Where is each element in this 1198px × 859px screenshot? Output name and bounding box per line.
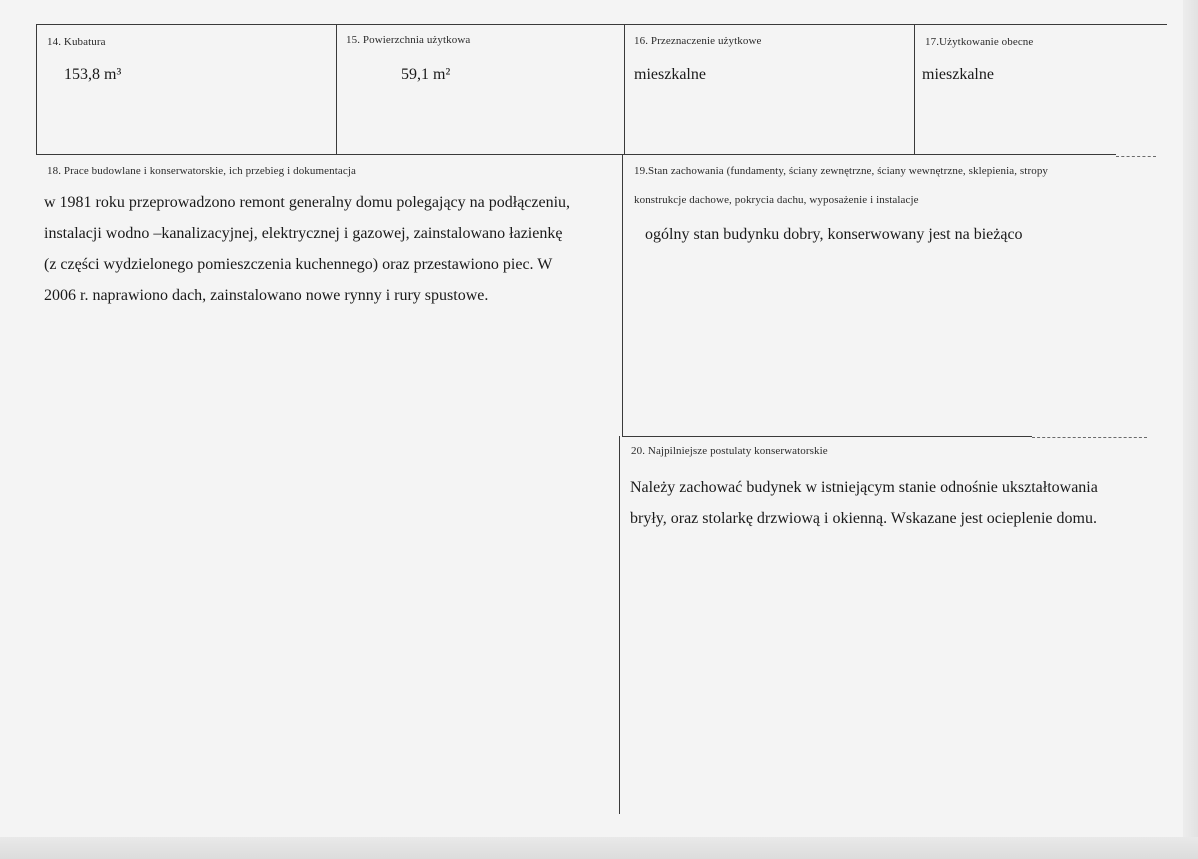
field-18-line: w 1981 roku przeprowadzono remont generalny domu polegający na podłączeniu, (44, 194, 571, 211)
field-18-line: 2006 r. naprawiono dach, zainstalowano nowe rynny i rury spustowe. (44, 287, 489, 304)
field-20-line: bryły, oraz stolarkę drzwiową i okienną. Wskazane jest ocieplenie domu. (630, 510, 1097, 527)
divider-18-20 (619, 436, 620, 814)
field-16-label: 16. Przeznaczenie użytkowe (634, 35, 762, 47)
field-15-label: 15. Powierzchnia użytkowa (346, 34, 471, 46)
field-18-line: (z części wydzielonego pomieszczenia kuchennego) oraz przestawiono piec. W (44, 256, 553, 273)
field-18-text (44, 187, 570, 311)
divider-14-15 (336, 24, 337, 154)
row-divider-19-20-tail (1032, 437, 1147, 438)
field-20-label: 20. Najpilniejsze postulaty konserwatorskie (631, 445, 828, 457)
scan-edge-bottom (0, 837, 1198, 859)
field-16-value: mieszkalne (634, 66, 706, 83)
field-20-line: Należy zachować budynek w istniejącym stanie odnośnie ukształtowania (630, 479, 1098, 496)
field-14-label: 14. Kubatura (47, 36, 106, 48)
divider-16-17 (914, 24, 915, 154)
field-14-value: 153,8 m³ (64, 66, 122, 83)
divider-18-19 (622, 154, 623, 436)
field-17-value: mieszkalne (922, 66, 994, 83)
field-19-label-line1: 19.Stan zachowania (fundamenty, ściany zewnętrzne, ściany wewnętrzne, sklepienia, stropy (634, 165, 1049, 177)
divider-15-16 (624, 24, 625, 154)
field-18-line: instalacji wodno –kanalizacyjnej, elektrycznej i gazowej, zainstalowano łazienkę (44, 225, 563, 242)
field-17-label: 17.Użytkowanie obecne (925, 36, 1034, 48)
left-rule (36, 24, 37, 154)
row-divider-1 (36, 154, 1116, 155)
field-19-value: ogólny stan budynku dobry, konserwowany jest na bieżąco (645, 226, 1023, 243)
field-18-label: 18. Prace budowlane i konserwatorskie, ich przebieg i dokumentacja (47, 165, 356, 177)
scan-edge-right (1183, 0, 1198, 859)
field-15-value: 59,1 m² (401, 66, 451, 83)
field-20-text (630, 472, 1098, 534)
row-divider-19-20 (622, 436, 1032, 437)
row-divider-1-tail (1116, 156, 1156, 157)
top-rule (36, 24, 1167, 25)
field-19-label-line2: konstrukcje dachowe, pokrycia dachu, wyposażenie i instalacje (634, 194, 919, 206)
